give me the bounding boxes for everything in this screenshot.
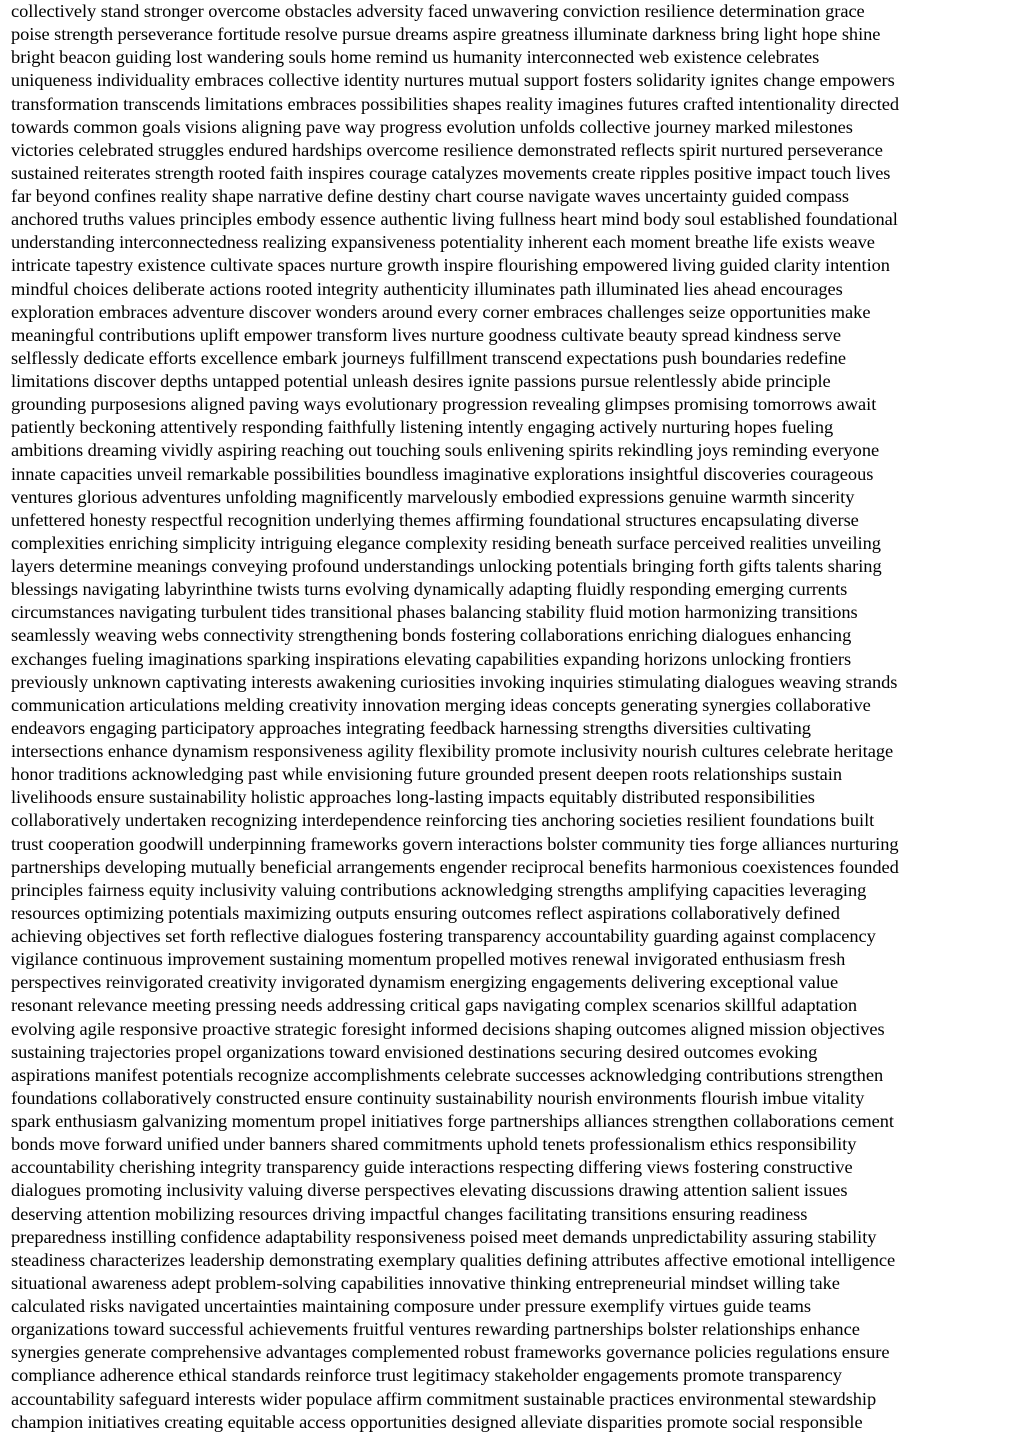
text-line: intricate tapestry existence cultivate spaces nurture growth inspire flourishing empowered living guided clarity intention: [11, 255, 890, 276]
text-line: collectively stand stronger overcome obstacles adversity faced unwavering conviction resilience determination grace: [11, 1, 865, 21]
text-line: sustaining trajectories propel organizations toward envisioned destinations securing desired outcomes evoking: [11, 1041, 818, 1062]
text-line: foundations collaboratively constructed ensure continuity sustainability nourish environments flourish imbue vitality: [11, 1087, 865, 1108]
text-line: limitations discover depths untapped potential unleash desires ignite passions pursue relentlessly abide principle: [11, 371, 831, 391]
text-line: livelihoods ensure sustainability holistic approaches long-lasting impacts equitably distributed responsibilities: [11, 787, 815, 808]
text-line: poise strength perseverance fortitude resolve pursue dreams aspire greatness illuminate darkness bring light hope shine: [11, 24, 881, 45]
text-line: resources optimizing potentials maximizing outputs ensuring outcomes reflect aspirations collaboratively defined: [11, 902, 840, 923]
text-line: far beyond confines reality shape narrative define destiny chart course navigate waves uncertainty guided compass: [11, 186, 849, 206]
text-line: exchanges fueling imaginations sparking inspirations elevating capabilities expanding horizons unlocking frontiers: [11, 648, 852, 669]
text-line: victories celebrated struggles endured hardships overcome resilience demonstrated reflects spirit nurtured perseverance: [11, 139, 883, 160]
text-line: spark enthusiasm galvanizing momentum propel initiatives forge partnerships alliances strengthen collaborations cement: [11, 1111, 894, 1131]
text-line: transformation transcends limitations embraces possibilities shapes reality imagines futures crafted intentionality directed: [11, 93, 900, 114]
text-line: exploration embraces adventure discover wonders around every corner embraces challenges seize opportunities make: [11, 301, 871, 322]
text-line: synergies generate comprehensive advantages complemented robust frameworks governance policies regulations ensure: [11, 1342, 890, 1363]
text-line: layers determine meanings conveying profound understandings unlocking potentials bringing forth gifts talents sharing: [11, 556, 882, 576]
text-line: ventures glorious adventures unfolding magnificently marvelously embodied expressions genuine warmth sincerity: [11, 486, 855, 507]
text-line: evolving agile responsive proactive strategic foresight informed decisions shaping outcomes aligned mission objectives: [11, 1018, 885, 1039]
text-line: communication articulations melding creativity innovation merging ideas concepts generating synergies collaborative: [11, 694, 871, 715]
text-line: compliance adherence ethical standards reinforce trust legitimacy stakeholder engagements promote transparency: [11, 1365, 842, 1386]
text-line: preparedness instilling confidence adaptability responsiveness poised meet demands unpredictability assuring stability: [11, 1226, 877, 1247]
text-line: uniqueness individuality embraces collective identity nurtures mutual support fosters solidarity ignites change empowers: [11, 70, 895, 91]
text-line: collaboratively undertaken recognizing interdependence reinforcing ties anchoring societies resilient foundations built: [11, 810, 875, 831]
text-line: steadiness characterizes leadership demonstrating exemplary qualities defining attributes affective emotional intelligence: [11, 1249, 896, 1270]
text-line: complexities enriching simplicity intriguing elegance complexity residing beneath surface perceived realities unveiling: [11, 532, 881, 553]
text-line: achieving objectives set forth reflective dialogues fostering transparency accountability guarding against complacency: [11, 926, 876, 946]
text-line: mindful choices deliberate actions rooted integrity authenticity illuminates path illuminated lies ahead encourages: [11, 278, 843, 299]
text-line: towards common goals visions aligning pave way progress evolution unfolds collective journey marked milestones: [11, 116, 853, 137]
text-line: endeavors engaging participatory approaches integrating feedback harnessing strengths diversities cultivating: [11, 717, 811, 738]
text-line: intersections enhance dynamism responsiveness agility flexibility promote inclusivity nourish cultures celebrate heritage: [11, 741, 894, 761]
text-line: situational awareness adept problem-solving capabilities innovative thinking entrepreneurial mindset willing take: [11, 1272, 840, 1293]
text-line: accountability cherishing integrity transparency guide interactions respecting differing views fostering constructive: [11, 1157, 853, 1178]
text-line: trust cooperation goodwill underpinning frameworks govern interactions bolster community ties forge alliances nurturing: [11, 833, 899, 854]
text-line: resonant relevance meeting pressing needs addressing critical gaps navigating complex scenarios skillful adaptation: [11, 995, 858, 1016]
text-line: unfettered honesty respectful recognition underlying themes affirming foundational structures encapsulating diverse: [11, 509, 859, 530]
text-line: partnerships developing mutually beneficial arrangements engender reciprocal benefits harmonious coexistences founded: [11, 856, 899, 877]
text-line: calculated risks navigated uncertainties maintaining composure under pressure exemplify virtues guide teams: [11, 1296, 812, 1316]
text-line: grounding purposesions aligned paving ways evolutionary progression revealing glimpses promising tomorrows await: [11, 394, 877, 415]
text-line: blessings navigating labyrinthine twists turns evolving dynamically adapting fluidly responding emerging currents: [11, 579, 848, 600]
text-line: ambitions dreaming vividly aspiring reaching out touching souls enlivening spirits rekindling joys reminding everyone: [11, 440, 880, 461]
text-line: aspirations manifest potentials recognize accomplishments celebrate successes acknowledging contributions strengthen: [11, 1064, 884, 1085]
text-line: seamlessly weaving webs connectivity strengthening bonds fostering collaborations enriching dialogues enhancing: [11, 625, 852, 646]
document-body-text: [11, 0, 1016, 1434]
text-line: circumstances navigating turbulent tides transitional phases balancing stability fluid motion harmonizing transitions: [11, 602, 858, 623]
text-line: bright beacon guiding lost wandering souls home remind us humanity interconnected web existence celebrates: [11, 47, 820, 68]
text-line: bonds move forward unified under banners shared commitments uphold tenets professionalism ethics responsibility: [11, 1134, 857, 1155]
text-line: champion initiatives creating equitable access opportunities designed alleviate disparities promote social responsible: [11, 1411, 863, 1432]
text-line: accountability safeguard interests wider populace affirm commitment sustainable practices environmental stewardship: [11, 1388, 877, 1409]
text-line: vigilance continuous improvement sustaining momentum propelled motives renewal invigorated enthusiasm fresh: [11, 949, 846, 970]
text-line: principles fairness equity inclusivity valuing contributions acknowledging strengths amplifying capacities leveraging: [11, 879, 867, 900]
text-line: deserving attention mobilizing resources driving impactful changes facilitating transitions ensuring readiness: [11, 1203, 808, 1224]
text-line: anchored truths values principles embody essence authentic living fullness heart mind body soul established foundational: [11, 209, 898, 230]
text-line: organizations toward successful achievements fruitful ventures rewarding partnerships bolster relationships enhance: [11, 1319, 860, 1340]
text-line: innate capacities unveil remarkable possibilities boundless imaginative explorations insightful discoveries courageous: [11, 463, 874, 484]
text-line: sustained reiterates strength rooted faith inspires courage catalyzes movements create ripples positive impact touch lives: [11, 162, 891, 183]
text-line: perspectives reinvigorated creativity invigorated dynamism energizing engagements delivering exceptional value: [11, 972, 839, 993]
text-line: selflessly dedicate efforts excellence embark journeys fulfillment transcend expectations push boundaries redefine: [11, 347, 847, 368]
text-line: previously unknown captivating interests awakening curiosities invoking inquiries stimulating dialogues weaving strands: [11, 671, 898, 692]
text-line: meaningful contributions uplift empower transform lives nurture goodness cultivate beauty spread kindness serve: [11, 324, 841, 345]
text-line: honor traditions acknowledging past while envisioning future grounded present deepen roots relationships sustain: [11, 764, 843, 785]
text-line: understanding interconnectedness realizing expansiveness potentiality inherent each moment breathe life exists weave: [11, 232, 875, 253]
text-line: dialogues promoting inclusivity valuing diverse perspectives elevating discussions drawing attention salient issues: [11, 1180, 848, 1201]
text-line: patiently beckoning attentively responding faithfully listening intently engaging actively nurturing hopes fueling: [11, 417, 834, 438]
